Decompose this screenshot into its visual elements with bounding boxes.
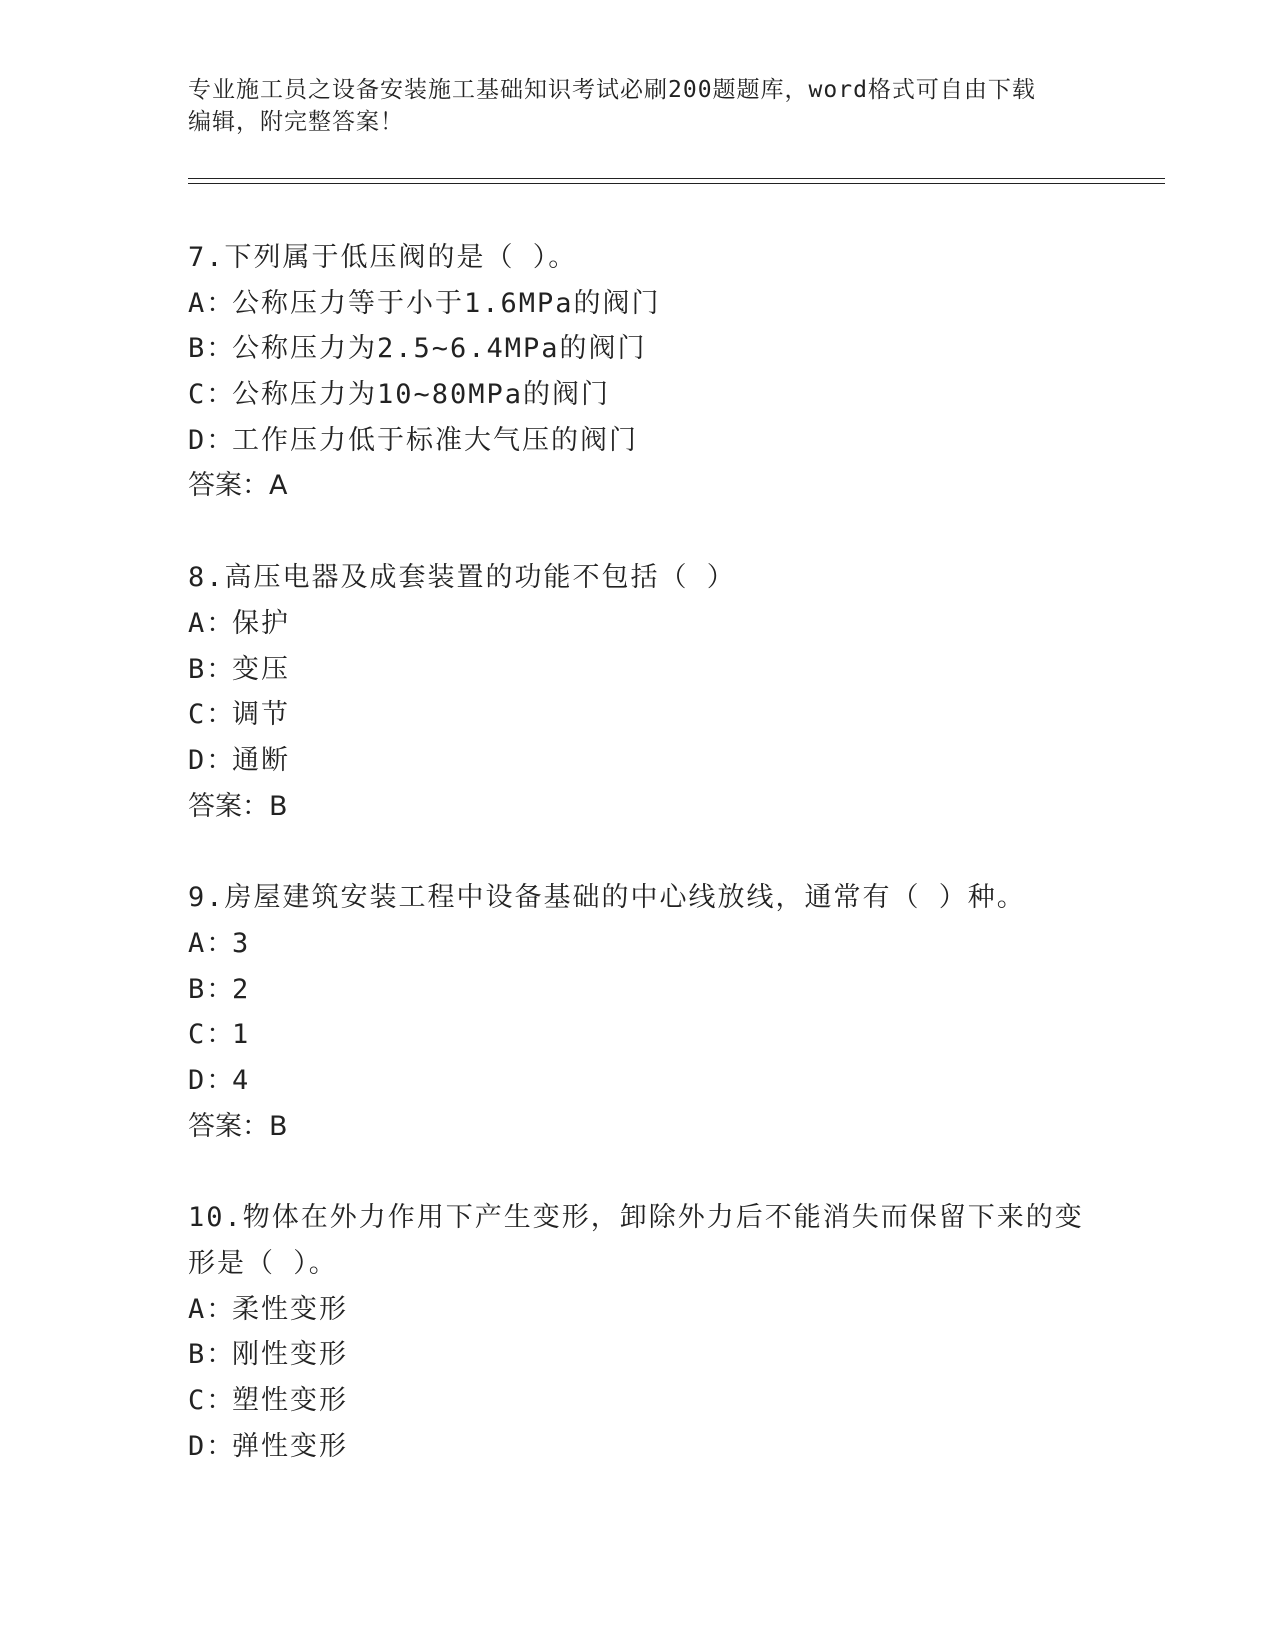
option-text: 刚性变形 xyxy=(232,1339,348,1371)
question-10 xyxy=(188,1195,1088,1469)
option-text: 3 xyxy=(232,927,251,959)
header-divider-bottom xyxy=(188,183,1165,184)
option-a xyxy=(188,601,1088,647)
question-stem: 10.物体在外力作用下产生变形，卸除外力后不能消失而保留下来的变 xyxy=(188,1202,1084,1234)
option-label: B： xyxy=(188,333,236,365)
header-title-line-2: 编辑，附完整答案！ xyxy=(188,109,404,135)
question-stem: 8.高压电器及成套装置的功能不包括（ ） xyxy=(188,562,736,594)
option-c xyxy=(188,372,1088,418)
option-label: B： xyxy=(188,653,236,685)
option-text: 4 xyxy=(232,1065,251,1096)
option-text: 弹性变形 xyxy=(232,1430,348,1462)
option-text: 塑性变形 xyxy=(232,1385,348,1417)
option-text: 调节 xyxy=(232,699,290,731)
option-a xyxy=(188,921,1088,967)
question-stem: 7.下列属于低压阀的是（ ）。 xyxy=(188,242,578,273)
answer-label: 答案： xyxy=(188,470,269,502)
option-text: 公称压力等于小于1.6MPa的阀门 xyxy=(232,287,661,319)
option-text: 保护 xyxy=(232,607,290,639)
option-b xyxy=(188,967,1088,1013)
option-d xyxy=(188,418,1088,464)
option-label: A： xyxy=(188,607,236,639)
option-d xyxy=(188,1058,1088,1104)
option-text: 工作压力低于标准大气压的阀门 xyxy=(232,424,638,456)
option-c xyxy=(188,1378,1088,1424)
answer-value: B xyxy=(269,1110,288,1142)
option-text: 公称压力为2.5~6.4MPa的阀门 xyxy=(232,333,647,365)
option-c xyxy=(188,1012,1088,1058)
question-8 xyxy=(188,555,1088,829)
answer-line xyxy=(188,1104,1088,1150)
question-7 xyxy=(188,235,1088,509)
option-label: A： xyxy=(188,927,236,959)
header-title-line-1: 专业施工员之设备安装施工基础知识考试必刷200题题库，word格式可自由下载 xyxy=(188,77,1036,103)
option-label: C： xyxy=(188,1019,236,1051)
option-b xyxy=(188,647,1088,693)
option-b xyxy=(188,1332,1088,1378)
option-d xyxy=(188,738,1088,784)
option-b xyxy=(188,326,1088,372)
option-label: C： xyxy=(188,699,236,731)
option-label: B： xyxy=(188,973,236,1005)
answer-label: 答案： xyxy=(188,790,269,822)
option-label: B： xyxy=(188,1339,236,1371)
option-label: A： xyxy=(188,1293,236,1325)
question-9 xyxy=(188,875,1088,1149)
answer-line xyxy=(188,463,1088,509)
option-text: 柔性变形 xyxy=(232,1293,348,1325)
option-text: 公称压力为10~80MPa的阀门 xyxy=(232,379,611,411)
answer-line xyxy=(188,784,1088,830)
option-text: 变压 xyxy=(232,653,290,685)
option-label: D： xyxy=(188,1430,236,1462)
option-text: 1 xyxy=(232,1019,251,1051)
question-list xyxy=(188,235,1088,1516)
answer-label: 答案： xyxy=(188,1110,269,1142)
answer-value: B xyxy=(269,790,288,822)
option-label: C： xyxy=(188,1385,236,1417)
option-d xyxy=(188,1424,1088,1470)
option-text: 2 xyxy=(232,973,251,1005)
question-stem: 9.房屋建筑安装工程中设备基础的中心线放线，通常有（ ）种。 xyxy=(188,882,1026,914)
option-label: D： xyxy=(188,424,236,456)
option-c xyxy=(188,692,1088,738)
document-header xyxy=(188,74,1088,138)
question-stem-continued: 形是（ ）。 xyxy=(188,1248,338,1280)
option-label: C： xyxy=(188,379,236,411)
header-divider-top xyxy=(188,178,1165,179)
option-a xyxy=(188,1287,1088,1333)
option-label: D： xyxy=(188,744,236,776)
answer-value: A xyxy=(269,470,288,502)
option-label: D： xyxy=(188,1065,236,1096)
option-a xyxy=(188,281,1088,327)
option-text: 通断 xyxy=(232,744,290,776)
option-label: A： xyxy=(188,287,236,319)
